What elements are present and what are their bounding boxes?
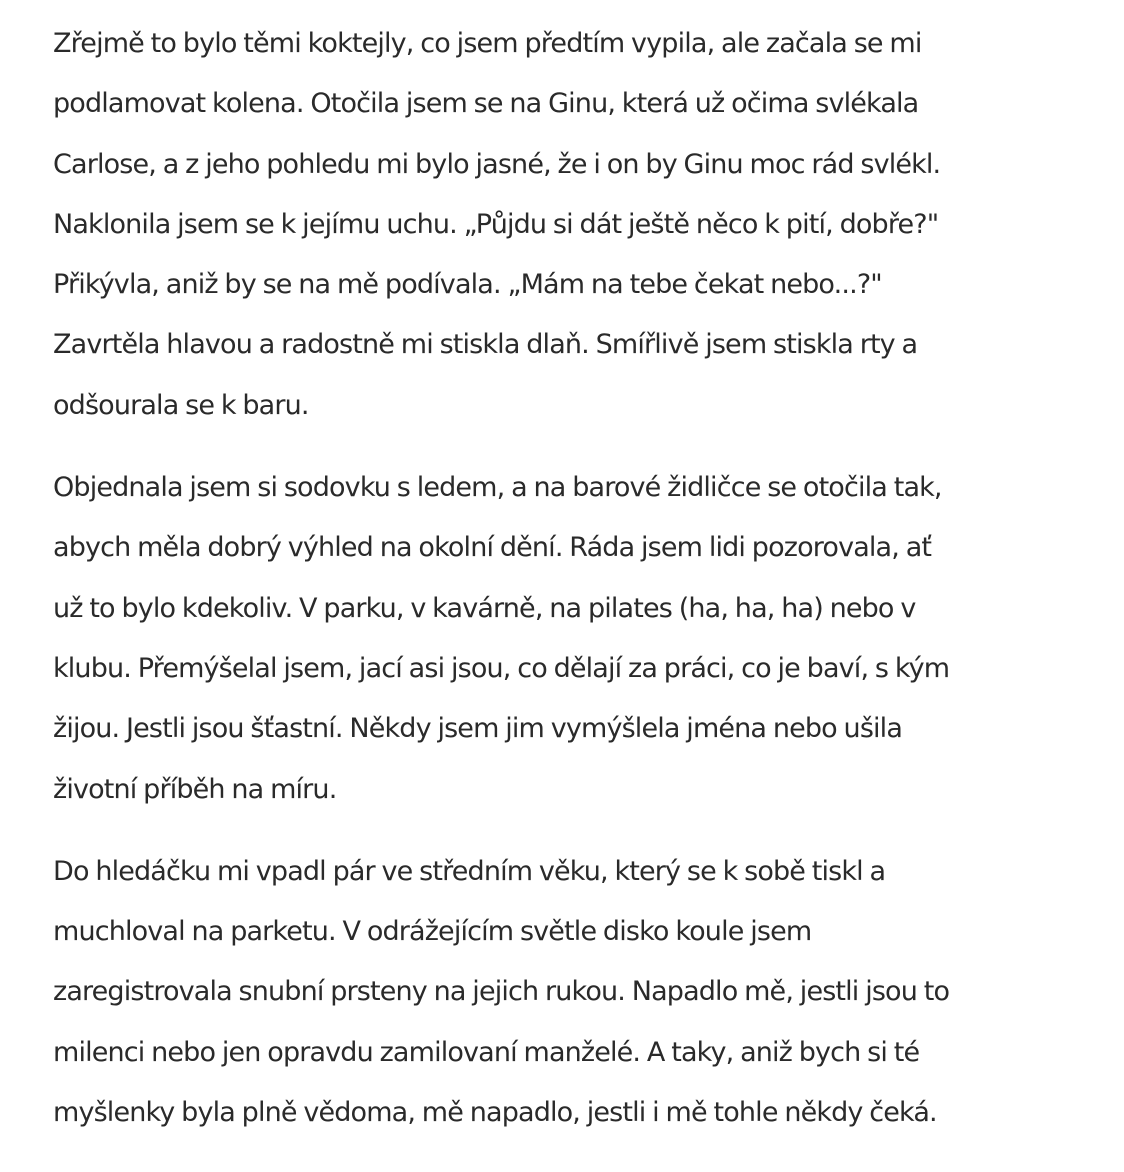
paragraph-3	[53, 842, 1124, 1143]
text-line: milenci nebo jen opravdu zamilovaní manželé. A taky, aniž bych si té	[53, 1036, 920, 1068]
text-line: abych měla dobrý výhled na okolní dění. Ráda jsem lidi pozorovala, ať	[53, 532, 932, 564]
text-line: životní příběh na míru.	[53, 773, 337, 805]
paragraph-2	[53, 458, 1124, 820]
article-body	[53, 14, 1124, 1143]
text-line: Carlose, a z jeho pohledu mi bylo jasné, že i on by Ginu moc rád svlékl.	[53, 148, 941, 180]
text-line: myšlenky byla plně vědoma, mě napadlo, jestli i mě tohle někdy čeká.	[53, 1097, 937, 1129]
text-line: Zavrtěla hlavou a radostně mi stiskla dlaň. Smířlivě jsem stiskla rty a	[53, 329, 918, 361]
text-line: zaregistrovala snubní prsteny na jejich rukou. Napadlo mě, jestli jsou to	[53, 976, 950, 1008]
text-line: Přikývla, aniž by se na mě podívala. „Mám na tebe čekat nebo...?"	[53, 269, 882, 301]
text-line: odšourala se k baru.	[53, 389, 309, 421]
text-line: Naklonila jsem se k jejímu uchu. „Půjdu si dát ještě něco k pití, dobře?"	[53, 208, 939, 240]
text-line: žijou. Jestli jsou šťastní. Někdy jsem jim vymýšlela jména nebo ušila	[53, 713, 903, 745]
text-line: už to bylo kdekoliv. V parku, v kavárně, na pilates (ha, ha, ha) nebo v	[53, 592, 916, 624]
text-line: Zřejmě to bylo těmi koktejly, co jsem předtím vypila, ale začala se mi	[53, 28, 922, 59]
text-line: Objednala jsem si sodovku s ledem, a na barové židličce se otočila tak,	[53, 472, 942, 504]
paragraph-1	[53, 14, 1124, 436]
text-line: Do hledáčku mi vpadl pár ve středním věku, který se k sobě tiskl a	[53, 855, 886, 887]
text-line: podlamovat kolena. Otočila jsem se na Ginu, která už očima svlékala	[53, 88, 919, 120]
text-line: muchloval na parketu. V odrážejícím světle disko koule jsem	[53, 916, 812, 948]
text-line: klubu. Přemýšelal jsem, jací asi jsou, co dělají za práci, co je baví, s kým	[53, 652, 950, 684]
